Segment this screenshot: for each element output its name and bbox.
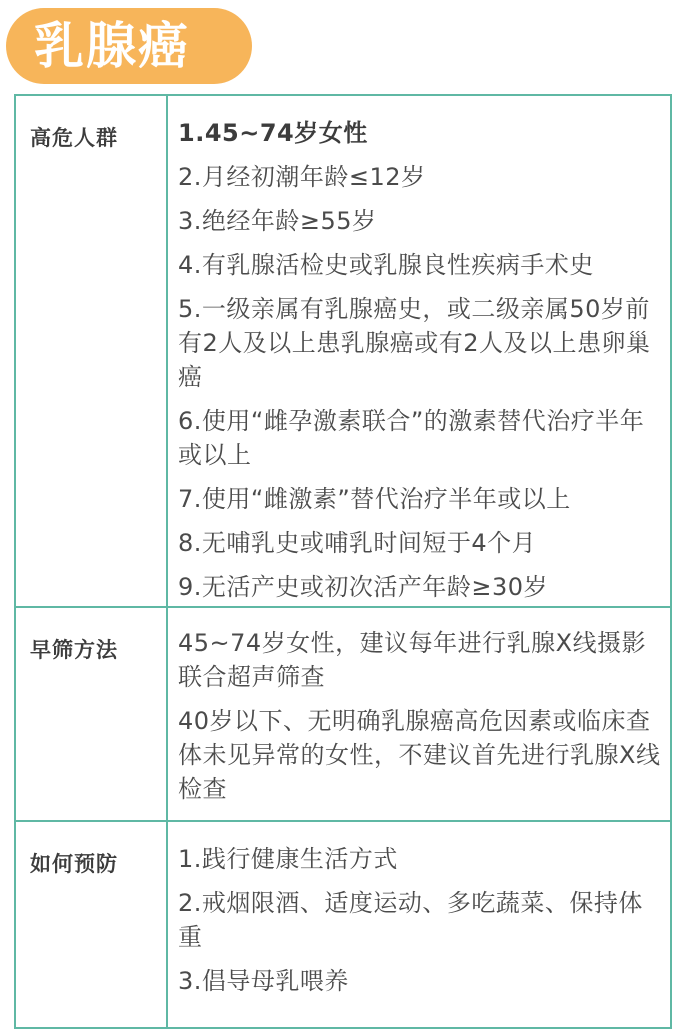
list-item: 3.绝经年龄≥55岁 (178, 207, 377, 235)
list-item: 2.月经初潮年龄≤12岁 (178, 163, 426, 191)
category-high-risk: 高危人群 (30, 126, 118, 150)
list-item: 7.使用“雌激素”替代治疗半年或以上 (178, 485, 571, 513)
list-item: 40岁以下、无明确乳腺癌高危因素或临床查体未见异常的女性，不建议首先进行乳腺X线检查 (178, 707, 661, 803)
info-table (14, 94, 672, 1029)
high-risk-list (178, 116, 666, 614)
list-item: 45~74岁女性，建议每年进行乳腺X线摄影联合超声筛查 (178, 629, 647, 691)
row-divider (16, 820, 670, 822)
column-divider (166, 96, 168, 1027)
category-screening: 早筛方法 (30, 638, 118, 662)
list-item: 3.倡导母乳喂养 (178, 967, 349, 995)
category-prevention: 如何预防 (30, 852, 118, 876)
prevention-list (178, 842, 666, 1008)
list-item: 2.戒烟限酒、适度运动、多吃蔬菜、保持体重 (178, 889, 643, 951)
list-item: 4.有乳腺活检史或乳腺良性疾病手术史 (178, 251, 594, 279)
list-item: 9.无活产史或初次活产年龄≥30岁 (178, 573, 549, 601)
list-item: 8.无哺乳史或哺乳时间短于4个月 (178, 529, 537, 557)
list-item: 6.使用“雌孕激素联合”的激素替代治疗半年或以上 (178, 407, 645, 469)
list-item: 5.一级亲属有乳腺癌史，或二级亲属50岁前有2人及以上患乳腺癌或有2人及以上患卵巢癌 (178, 295, 651, 391)
screening-list (178, 626, 666, 816)
title-badge (6, 8, 252, 84)
list-item: 1.45~74岁女性 (178, 119, 368, 147)
page-title: 乳腺癌 (34, 17, 190, 75)
list-item: 1.践行健康生活方式 (178, 845, 398, 873)
